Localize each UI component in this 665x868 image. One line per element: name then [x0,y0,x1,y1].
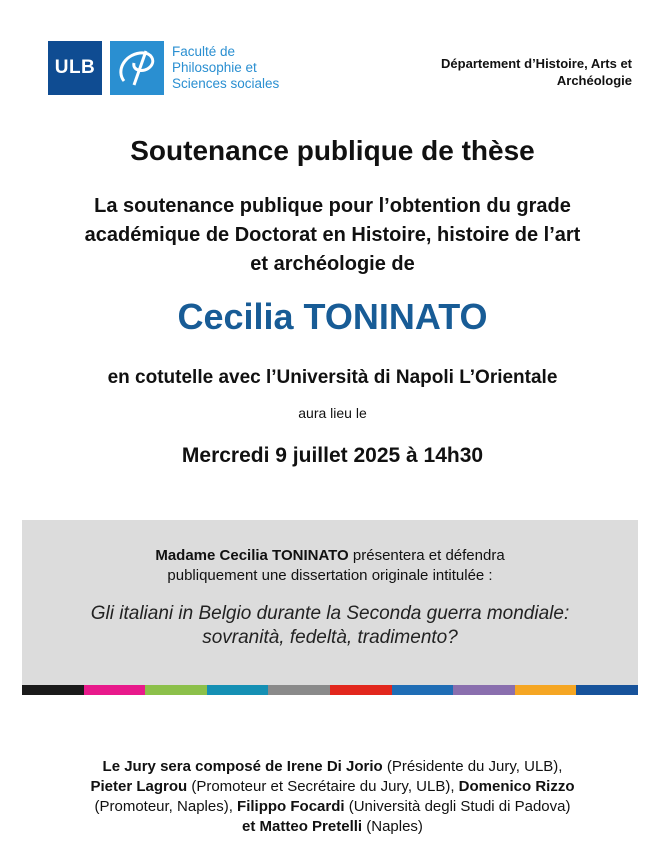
jury-l3-bold: Filippo Focardi [237,798,345,815]
faculty-name [172,44,312,92]
header [0,0,665,120]
jury-l1-text: (Présidente du Jury, ULB), [382,758,563,775]
thesis-title-line-1: Gli italiani in Belgio durante la Seconda guerra mondiale: [90,603,570,624]
defense-date: Mercredi 9 juillet 2025 à 14h30 [181,444,484,467]
subtitle-line-2: académique de Doctorat en Histoire, histoire de l’art [84,224,581,246]
color-stripe-segment [22,685,84,695]
presentation-text [22,546,638,586]
presentation-line-1-rest: présentera et défendra [348,547,505,564]
color-stripe-segment [268,685,330,695]
subtitle [30,192,635,279]
color-stripe-segment [84,685,146,695]
subtitle-line-3: et archéologie de [250,253,415,275]
color-stripe-segment [576,685,638,695]
department-line-1: Département d’Histoire, Arts et [441,56,632,71]
color-stripe-segment [145,685,207,695]
color-stripe-segment [207,685,269,695]
department-line-2: Archéologie [556,73,632,88]
jury-l3-text-2: (Università degli Studi di Padova) [344,798,571,815]
jury-l2-text: (Promoteur et Secrétaire du Jury, ULB), [187,778,459,795]
jury-l4-text: (Naples) [362,818,423,835]
subtitle-line-1: La soutenance publique pour l’obtention du grade [94,195,571,217]
jury-l2-bold-2: Domenico Rizzo [458,778,575,795]
department-name [392,55,632,89]
jury-l1-bold: Le Jury sera composé de Irene Di Jorio [102,758,383,775]
candidate-name: Cecilia TONINATO [177,296,488,337]
jury-l4-bold: et Matteo Pretelli [242,818,363,835]
thesis-title [22,602,638,650]
faculty-line-1: Faculté de [172,44,236,59]
color-stripe-segment [392,685,454,695]
thesis-title-line-2: sovranità, fedeltà, tradimento? [202,627,458,648]
presentation-box [22,520,638,685]
page-title: Soutenance publique de thèse [130,135,535,166]
faculty-line-3: Sciences sociales [172,76,280,91]
jury-l2-bold-1: Pieter Lagrou [90,778,188,795]
color-stripe-segment [453,685,515,695]
jury-l3-text-1: (Promoteur, Naples), [94,798,238,815]
color-stripe-segment [330,685,392,695]
faculty-line-2: Philosophie et [172,60,257,75]
aura-lieu-text: aura lieu le [298,405,367,421]
jury-composition [25,757,640,837]
ulb-logo-text: ULB [54,57,96,78]
cotutelle-text: en cotutelle avec l’Università di Napoli L’Orientale [107,367,558,388]
color-stripe-bar [22,685,638,695]
presentation-line-2: publiquement une dissertation originale intitulée : [167,567,493,584]
ulb-logo [48,41,102,95]
faculty-logo-icon [110,41,164,95]
presenter-name: Madame Cecilia TONINATO [155,547,349,564]
color-stripe-segment [515,685,577,695]
